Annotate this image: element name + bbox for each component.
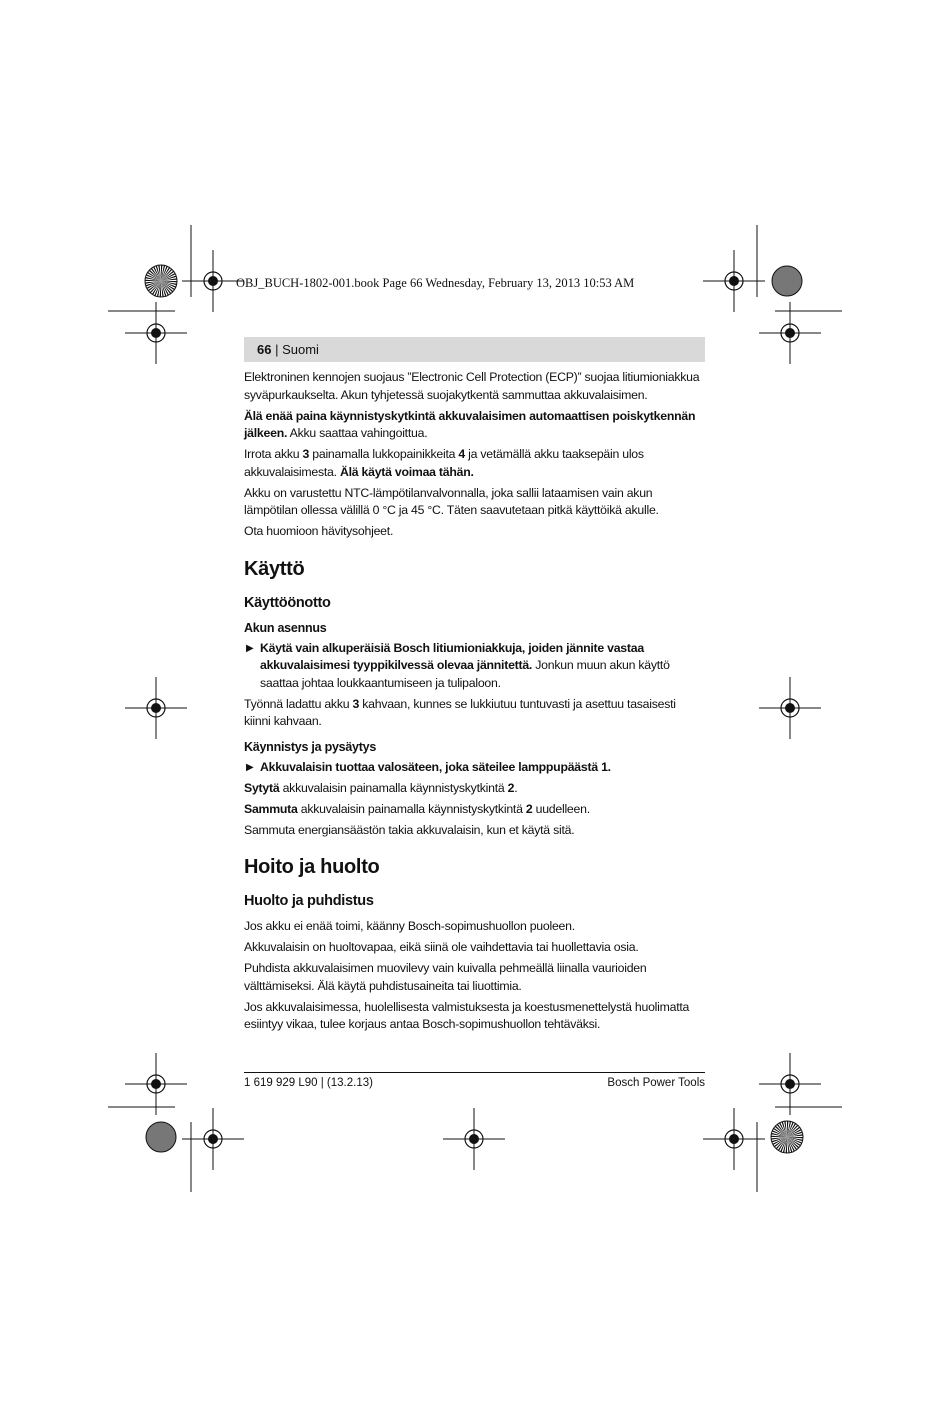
page-header <box>244 337 705 362</box>
footer-doc-number: 1 619 929 L90 | (13.2.13) <box>244 1077 373 1089</box>
footer-brand: Bosch Power Tools <box>607 1077 705 1089</box>
bold-text: Älä enää paina käynnistyskytkintä akkuvalaisimen automaattisen poiskytkennän jälkeen. <box>244 408 696 440</box>
paragraph-switch-on <box>244 780 705 798</box>
text: akkuvalaisin painamalla käynnistyskytkintä <box>297 801 526 816</box>
text: Akku saattaa vahingoittua. <box>287 426 428 440</box>
book-slug-line: OBJ_BUCH-1802-001.book Page 66 Wednesday, February 13, 2013 10:53 AM <box>236 276 635 290</box>
page-number: 66 <box>257 342 272 357</box>
paragraph-ecp: Elektroninen kennojen suojaus ”Electronic Cell Protection (ECP)” suojaa litiumioniakkua syväpurkaukselta. Akun tyhjetessä suojakytkentä sammuttaa akkuvalaisimen. <box>244 370 700 402</box>
paragraph-disposal: Ota huomioon hävitysohjeet. <box>244 524 394 538</box>
header-section: Suomi <box>282 342 319 357</box>
page-content <box>244 369 705 1037</box>
paragraph-remove-battery <box>244 446 705 481</box>
paragraph-maintenance-free: Akkuvalaisin on huoltovapaa, eikä siinä ole vaihdettavia tai huollettavia osia. <box>244 940 639 954</box>
bold-text: Käytä vain alkuperäisiä Bosch litiumioniakkuja, joiden jännite vastaa akkuvalaisimesi tyyppikilvessä olevaa jännitettä. <box>260 640 644 672</box>
bold-text: Älä käytä voimaa tähän. <box>339 464 474 479</box>
text: . <box>514 780 518 795</box>
bold-text: Sytytä <box>244 780 280 795</box>
paragraph-warning-switch <box>244 408 705 443</box>
text: ja vetämällä akku taaksepäin ulos akkuvalaisimesta. <box>244 447 644 479</box>
paragraph-switch-off <box>244 801 705 819</box>
heading-kayttoonotto: Käyttöönotto <box>244 594 331 611</box>
header-separator: | <box>271 342 283 357</box>
text: uudelleen. <box>532 801 590 816</box>
paragraph-insert-battery <box>244 696 705 731</box>
registration-crosshair-icon <box>125 1053 187 1115</box>
text: akkuvalaisin painamalla käynnistyskytkintä <box>279 780 508 795</box>
text: Työnnä ladattu akku <box>244 696 353 711</box>
registration-crosshair-icon <box>703 250 765 312</box>
heading-akun-asennus: Akun asennus <box>244 620 327 635</box>
text: painamalla lukkopainikkeita <box>309 447 459 461</box>
paragraph-energy-saving: Sammuta energiansäästön takia akkuvalaisin, kun et käytä sitä. <box>244 822 575 837</box>
bold-text: Akkuvalaisin tuottaa valosäteen, joka säteilee lamppupäästä 1. <box>260 759 611 774</box>
paragraph-ntc: Akku on varustettu NTC-lämpötilanvalvonnalla, joka sallii lataamisen vain akun lämpötilan ollessa välillä 0 °C ja 45 °C. Täten saavutetaan pitkä käyttöikä akulle. <box>244 485 659 517</box>
registration-crosshair-icon <box>759 1053 821 1115</box>
ref-number: 2 <box>507 780 515 795</box>
bullet-light-beam <box>244 759 705 777</box>
heading-kaynnistys: Käynnistys ja pysäytys <box>244 739 377 754</box>
paragraph-service: Jos akku ei enää toimi, käänny Bosch-sopimushuollon puoleen. <box>244 919 575 933</box>
text: Jonkun muun akun käyttö saattaa johtaa loukkaantumiseen ja tulipaloon. <box>260 658 670 690</box>
bullet-original-batteries <box>244 640 705 693</box>
registration-crosshair-icon <box>443 1108 505 1170</box>
heading-kaytto: Käyttö <box>244 557 305 580</box>
registration-starburst-icon <box>771 1121 803 1153</box>
heading-hoito: Hoito ja huolto <box>244 856 380 878</box>
ref-number: 3 <box>352 696 360 711</box>
registration-crosshair-icon <box>759 677 821 739</box>
ref-number: 3 <box>302 447 310 461</box>
text: Irrota akku <box>244 447 303 461</box>
registration-starburst-icon <box>145 265 177 297</box>
ref-number: 2 <box>525 801 533 816</box>
registration-crosshair-icon <box>125 677 187 739</box>
paragraph-repair: Jos akkuvalaisimessa, huolellisesta valmistuksesta ja koestusmenettelystä huolimatta esiintyy vikaa, tulee korjaus antaa Bosch-sopimushuollon tehtäväksi. <box>244 999 690 1031</box>
ref-number: 4 <box>458 447 465 461</box>
page-footer <box>244 1072 705 1091</box>
bullet-triangle-icon: ▶ <box>246 761 254 773</box>
registration-crosshair-icon <box>703 1108 765 1170</box>
heading-huolto: Huolto ja puhdistus <box>244 893 374 909</box>
text: kahvaan, kunnes se lukkiutuu tuntuvasti ja asettuu tasaisesti kiinni kahvaan. <box>244 696 676 728</box>
bullet-triangle-icon: ▶ <box>246 642 254 654</box>
paragraph-cleaning: Puhdista akkuvalaisimen muovilevy vain kuivalla pehmeällä liinalla vaurioiden välttämiseksi. Älä käytä puhdistusaineita tai liuottimia. <box>244 961 647 993</box>
bold-text: Sammuta <box>244 801 298 816</box>
